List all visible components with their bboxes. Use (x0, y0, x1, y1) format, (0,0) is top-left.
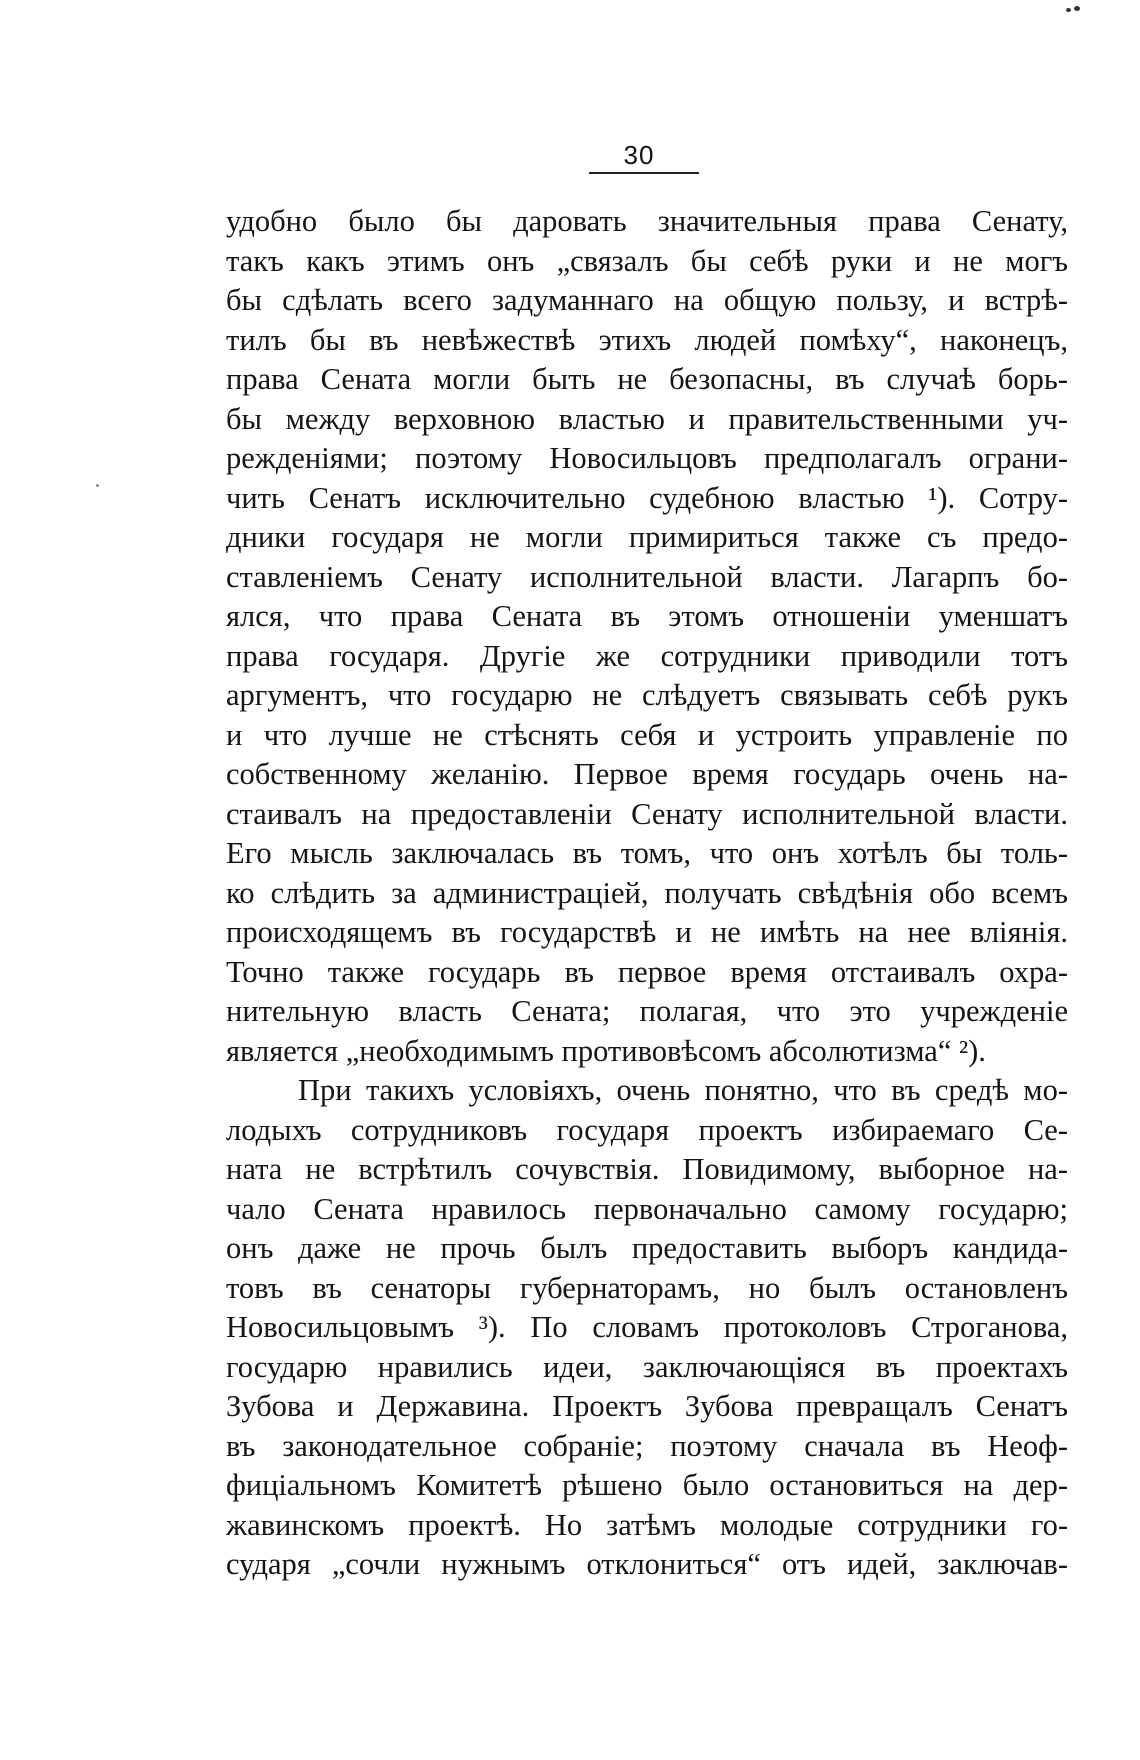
text-line: ставленіемъ Сенату исполнительной власти. Лагарпъ бо- (226, 559, 1068, 594)
text-line: государю нравились идеи, заключающіяся въ проектахъ (226, 1349, 1068, 1384)
text-line: и что лучше не стѣснять себя и устроить управленіе по (226, 717, 1068, 752)
text-line: аргументъ, что государю не слѣдуетъ связывать себѣ рукъ (226, 678, 1068, 712)
text-line: сударя „сочли нужнымъ отклониться“ отъ идей, заключав- (226, 1547, 1068, 1581)
text-line: ко слѣдить за администраціей, получать свѣдѣнія обо всемъ (226, 875, 1068, 910)
text-line: онъ даже не прочь былъ предоставить выборъ кандида- (226, 1231, 1068, 1265)
text-line: При такихъ условіяхъ, очень понятно, что въ средѣ мо- (298, 1073, 1068, 1107)
text-line: фиціальномъ Комитетѣ рѣшено было остановиться на дер- (226, 1468, 1068, 1502)
text-line: ялся, что права Сената въ этомъ отношеніи уменшатъ (226, 599, 1068, 633)
text-line: дники государя не могли примириться также съ предо- (226, 520, 1068, 554)
page-number: 30 (623, 140, 655, 170)
text-line: права государя. Другіе же сотрудники приводили тотъ (226, 638, 1068, 673)
scan-speck (96, 484, 99, 487)
text-line: чить Сенатъ исключительно судебною властью ¹). Сотру- (226, 480, 1068, 515)
text-line: собственному желанію. Первое время государь очень на- (226, 757, 1068, 791)
text-line: является „необходимымъ противовѣсомъ абсолютизма“ ²). (226, 1033, 986, 1068)
text-line: Его мысль заключалась въ томъ, что онъ хотѣлъ бы толь- (226, 836, 1068, 870)
text-line: тилъ бы въ невѣжествѣ этихъ людей помѣху“, наконецъ, (226, 322, 1068, 357)
text-line: въ законодательное собраніе; поэтому сначала въ Неоф- (226, 1428, 1068, 1463)
scan-speck (1066, 8, 1071, 12)
text-line: жавинскомъ проектѣ. Но затѣмъ молодые сотрудники го- (226, 1507, 1068, 1542)
text-line: удобно было бы даровать значительныя права Сенату, (226, 204, 1068, 238)
text-line: Новосильцовымъ ³). По словамъ протоколовъ Строганова, (226, 1310, 1068, 1344)
text-line: нительную власть Сената; полагая, что это учрежденіе (226, 994, 1068, 1028)
text-line: стаивалъ на предоставленіи Сенату исполнительной власти. (226, 796, 1068, 831)
text-line: ната не встрѣтилъ сочувствія. Повидимому, выборное на- (226, 1152, 1068, 1186)
text-line: бы сдѣлать всего задуманнаго на общую пользу, и встрѣ- (226, 283, 1068, 317)
text-line: права Сената могли быть не безопасны, въ случаѣ борь- (226, 362, 1068, 396)
text-line: Точно также государь въ первое время отстаивалъ охра- (226, 954, 1068, 989)
text-line: чало Сената нравилось первоначально самому государю; (226, 1191, 1068, 1226)
text-line: происходящемъ въ государствѣ и не имѣть на нее вліянія. (226, 915, 1068, 949)
page-number-rule (589, 172, 699, 174)
text-line: лодыхъ сотрудниковъ государя проектъ избираемаго Се- (226, 1112, 1068, 1147)
scan-speck (1074, 6, 1080, 11)
text-line: Зубова и Державина. Проектъ Зубова превращалъ Сенатъ (226, 1389, 1068, 1423)
text-line: такъ какъ этимъ онъ „связалъ бы себѣ руки и не могъ (226, 243, 1068, 278)
text-line: товъ въ сенаторы губернаторамъ, но былъ остановленъ (226, 1270, 1068, 1305)
text-line: режденіями; поэтому Новосильцовъ предполагалъ ограни- (226, 441, 1068, 475)
text-line: бы между верховною властью и правительственными уч- (226, 401, 1068, 436)
body-text (226, 202, 1068, 1585)
